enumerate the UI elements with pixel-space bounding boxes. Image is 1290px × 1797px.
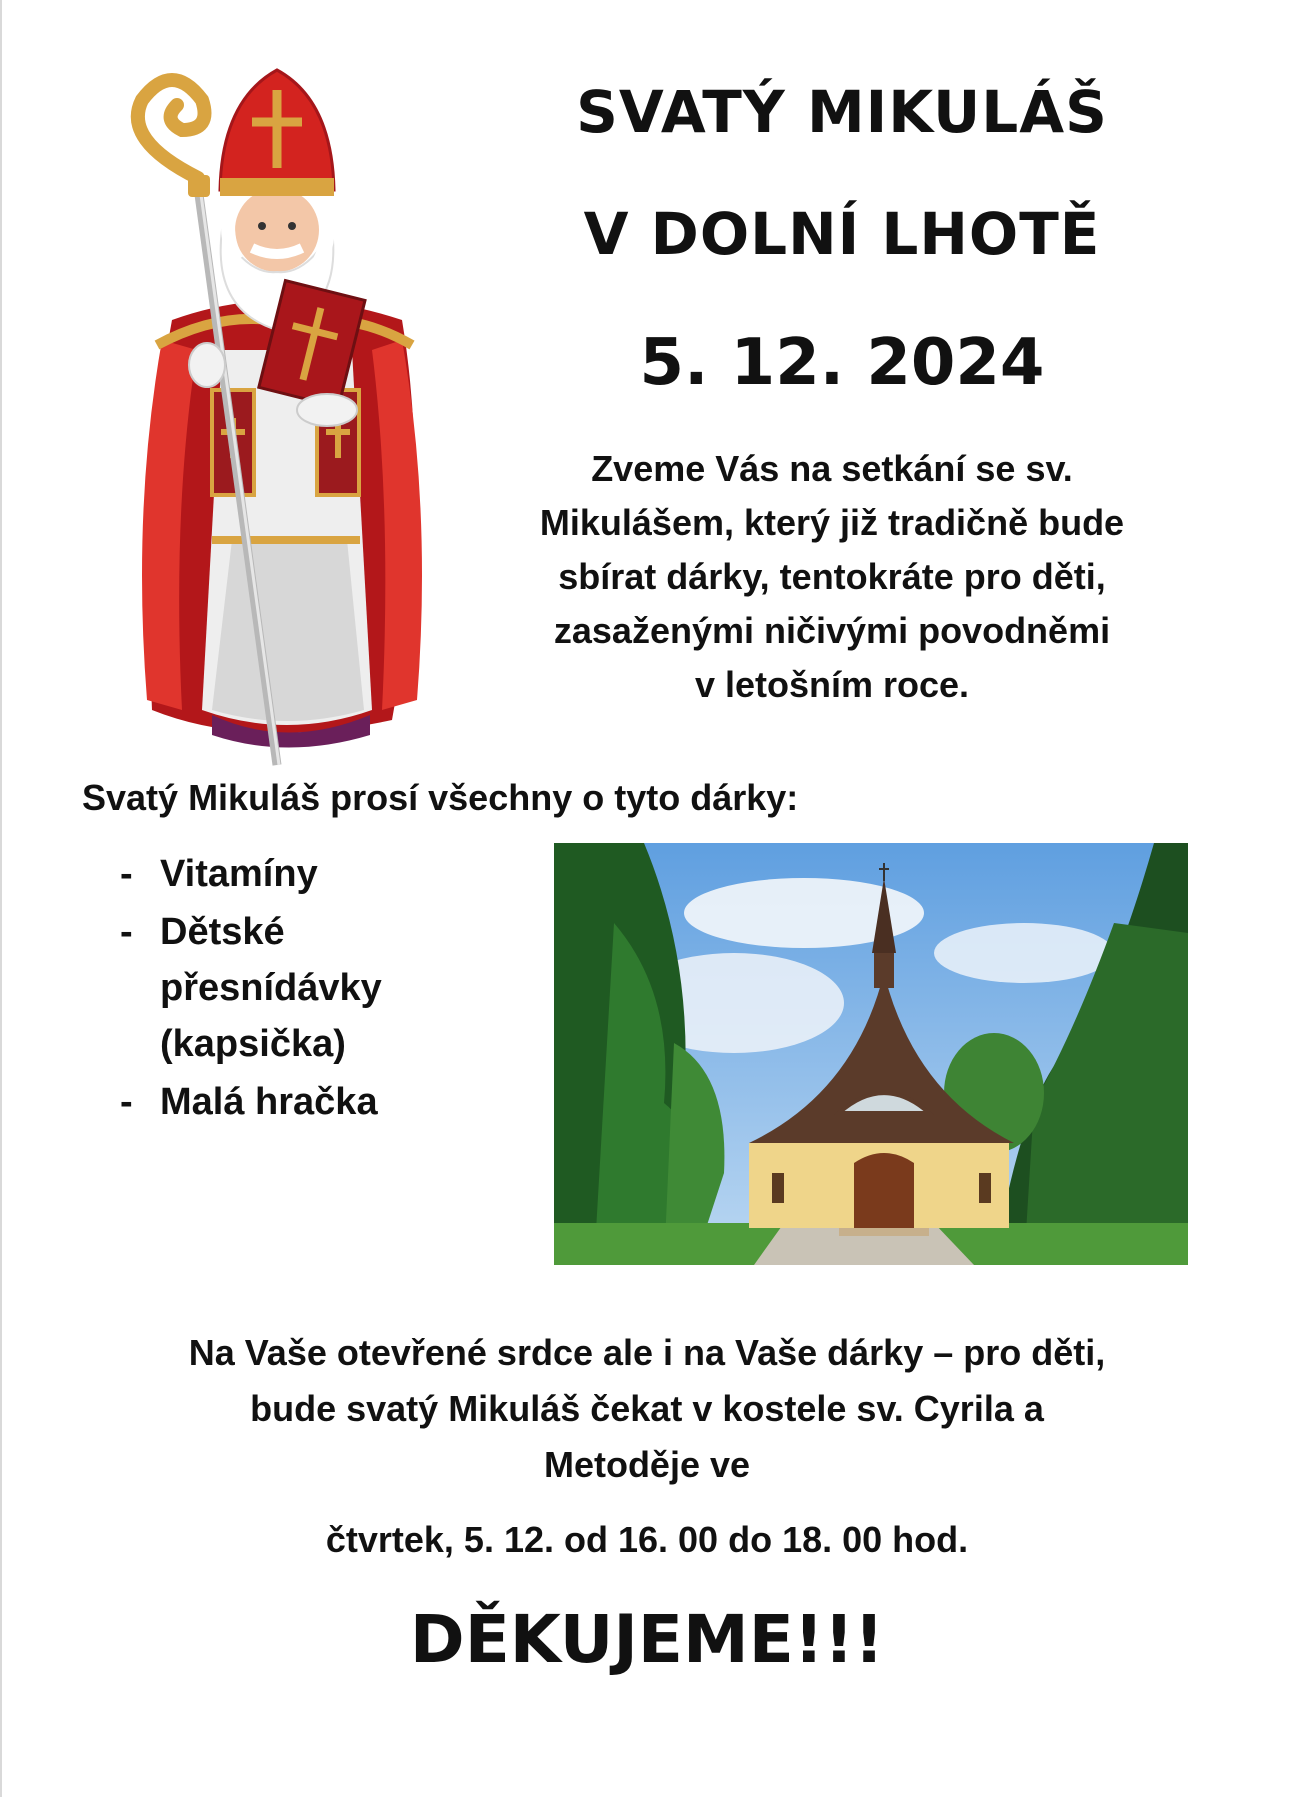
gift-item-text: (kapsička)	[160, 1023, 346, 1065]
gift-item-text: Malá hračka	[160, 1081, 378, 1123]
title-line-2: V DOLNÍ LHOTĚ	[583, 200, 1101, 268]
invitation-line: Mikulášem, který již tradičně bude	[539, 502, 1125, 543]
gift-item-text: Vitamíny	[160, 853, 318, 895]
gifts-heading: Svatý Mikuláš prosí všechny o tyto dárky:	[82, 777, 799, 818]
church-photo	[554, 843, 1188, 1265]
gift-item-text: Dětské	[160, 911, 285, 953]
list-dash: -	[120, 853, 133, 895]
gift-item-text: přesnídávky	[160, 967, 382, 1009]
gift-list	[120, 846, 540, 1132]
list-item	[120, 904, 540, 1072]
title-line-1: SVATÝ MIKULÁŠ	[576, 78, 1108, 146]
list-item	[120, 1074, 540, 1130]
location-line: Na Vaše otevřené srdce ale i na Vaše dárky – pro děti,	[188, 1332, 1106, 1373]
invitation-line: v letošním roce.	[694, 664, 970, 705]
thanks-heading: DĚKUJEME!!!	[409, 1601, 885, 1678]
invitation-line: zasaženými ničivými povodněmi	[553, 610, 1111, 651]
location-text	[62, 1325, 1232, 1493]
location-line: Metoděje ve	[543, 1444, 751, 1485]
list-item	[120, 846, 540, 902]
invitation-line: Zveme Vás na setkání se sv.	[591, 448, 1073, 489]
list-dash: -	[120, 1081, 133, 1123]
list-dash: -	[120, 911, 133, 953]
saint-nicholas-illustration	[102, 60, 462, 770]
location-line: bude svatý Mikuláš čekat v kostele sv. Cyrila a	[250, 1388, 1044, 1429]
event-date: 5. 12. 2024	[639, 326, 1045, 400]
invitation-line: sbírat dárky, tentokráte pro děti,	[558, 556, 1106, 597]
invitation-text	[472, 442, 1192, 712]
event-time: čtvrtek, 5. 12. od 16. 00 do 18. 00 hod.	[325, 1519, 969, 1560]
